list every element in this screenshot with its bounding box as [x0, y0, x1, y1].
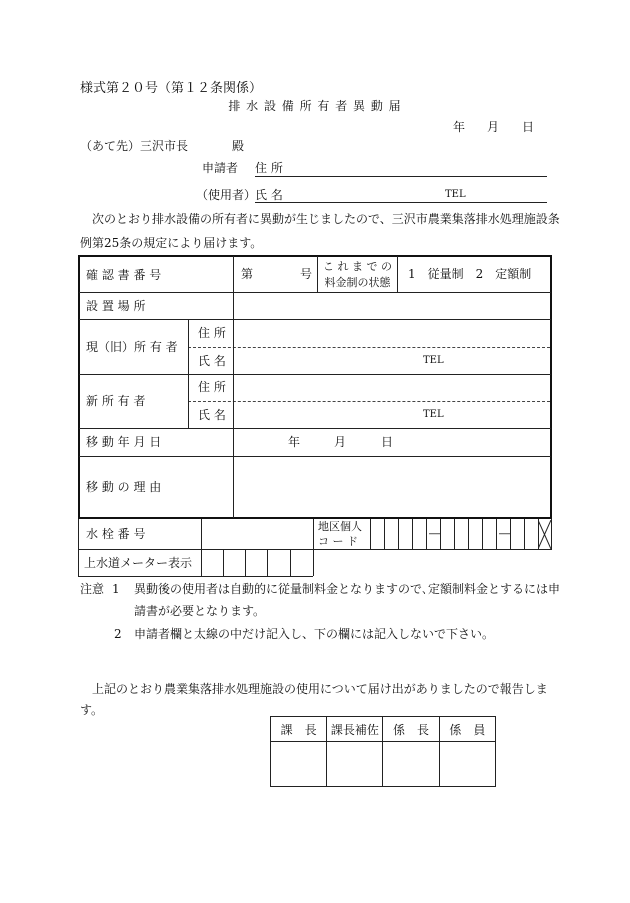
applicant-address-label: 住 所	[255, 161, 283, 175]
addressee-honorific: 殿	[232, 139, 245, 153]
new-owner-address-label: 住 所	[198, 380, 226, 394]
notes-prefix: 注意	[80, 582, 105, 596]
new-owner-label: 新 所 有 者	[86, 394, 146, 408]
transfer-year-label: 年	[288, 435, 301, 449]
confirm-no-prefix: 第	[241, 267, 254, 281]
intro-line-2: 例第25条の規定により届けます。	[80, 236, 263, 250]
crossed-cell-icon	[538, 520, 551, 549]
approval-stamp-chief[interactable]	[271, 742, 327, 787]
confirm-no-label: 確 認 書 番 号	[86, 267, 162, 282]
approval-header-staff: 係 員	[439, 717, 495, 742]
new-owner-name-field[interactable]	[234, 402, 414, 428]
approval-header-deputy-chief: 課長補佐	[327, 717, 383, 742]
addressee: （あて先）三沢市長	[80, 139, 189, 153]
current-owner-name-label: 氏 名	[198, 354, 226, 368]
applicant-name-line[interactable]	[255, 202, 547, 203]
approval-header-chief: 課 長	[271, 717, 327, 742]
district-code-label-2: コ ー ド	[318, 535, 358, 548]
applicant-tel-label: TEL	[445, 189, 466, 200]
fee-status-label-1: こ れ ま で の	[323, 260, 392, 273]
new-owner-tel-label: TEL	[423, 409, 444, 420]
fee-status-label-2: 料金制の状態	[324, 276, 391, 289]
location-label: 設 置 場 所	[86, 299, 146, 313]
current-owner-address-label: 住 所	[198, 326, 226, 340]
current-owner-name-field[interactable]	[234, 348, 414, 374]
report-line-2: す。	[80, 703, 104, 717]
meter-label: 上水道メーター表示	[84, 556, 193, 570]
applicant-user-label: （使用者）	[196, 188, 257, 202]
meter-field[interactable]	[202, 550, 313, 576]
applicant-address-line[interactable]	[255, 176, 547, 177]
hydrant-label: 水 栓 番 号	[86, 527, 146, 541]
note-1-line-2: 請書が必要となります。	[134, 604, 266, 618]
new-owner-name-label: 氏 名	[198, 408, 226, 422]
note-2-text: 申請者欄と太線の中だけ記入し、下の欄には記入しないで下さい。	[134, 627, 495, 641]
current-owner-address-field[interactable]	[234, 320, 550, 347]
reason-label: 移 動 の 理 由	[86, 480, 162, 494]
district-code-separator-1: ―	[429, 527, 440, 540]
form-number: 様式第２０号（第１２条関係）	[80, 81, 263, 96]
approval-header-section-chief: 係 長	[383, 717, 439, 742]
current-owner-label: 現（旧）所 有 者	[86, 340, 178, 354]
note-1-number: 1	[112, 582, 120, 596]
transfer-month-label: 月	[334, 435, 347, 449]
report-line-1: 上記のとおり農業集落排水処理施設の使用について届け出がありましたので報告しま	[92, 682, 548, 696]
date-day-label: 日	[522, 120, 535, 134]
approval-stamp-section-chief[interactable]	[383, 742, 439, 787]
applicant-label: 申請者	[202, 161, 239, 175]
approval-table	[270, 716, 496, 787]
confirm-no-suffix: 号	[300, 267, 313, 281]
district-code-separator-2: ―	[499, 527, 510, 540]
intro-line-1: 次のとおり排水設備の所有者に異動が生じましたので、三沢市農業集落排水処理施設条	[92, 212, 560, 226]
page-title: 排 水 設 備 所 有 者 異 動 届	[228, 99, 402, 113]
reason-field[interactable]	[234, 457, 550, 517]
transfer-day-label: 日	[381, 435, 394, 449]
note-1-line-1: 異動後の使用者は自動的に従量制料金となりますので､定額制料金とするには申	[134, 582, 561, 596]
approval-stamp-staff[interactable]	[439, 742, 495, 787]
approval-stamp-deputy-chief[interactable]	[327, 742, 383, 787]
current-owner-tel-label: TEL	[423, 355, 444, 366]
location-field[interactable]	[234, 293, 550, 319]
note-2-number: 2	[114, 627, 122, 641]
date-month-label: 月	[487, 120, 500, 134]
applicant-name-label: 氏 名	[255, 188, 283, 202]
transfer-date-label: 移 動 年 月 日	[86, 435, 162, 449]
hydrant-field[interactable]	[202, 520, 313, 549]
fee-options[interactable]: 1 従量制 2 定額制	[408, 267, 532, 281]
new-owner-address-field[interactable]	[234, 375, 550, 401]
date-year-label: 年	[453, 120, 466, 134]
district-code-label-1: 地区個人	[318, 520, 362, 533]
